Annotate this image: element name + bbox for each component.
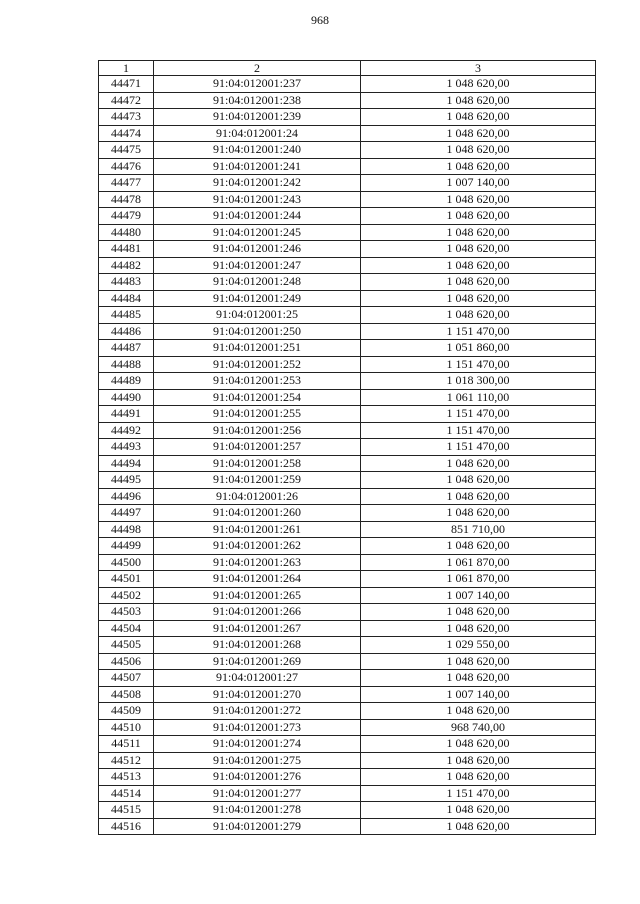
table-row <box>99 389 596 406</box>
value-cell: 1 048 620,00 <box>361 538 596 555</box>
cadastral-number-cell: 91:04:012001:24 <box>154 125 361 142</box>
row-number-cell: 44504 <box>99 620 154 637</box>
table-row <box>99 109 596 126</box>
table-row <box>99 158 596 175</box>
table-row <box>99 406 596 423</box>
value-cell: 1 048 620,00 <box>361 208 596 225</box>
table-row <box>99 274 596 291</box>
value-cell: 1 048 620,00 <box>361 455 596 472</box>
table-row <box>99 554 596 571</box>
table-row <box>99 307 596 324</box>
table-row <box>99 769 596 786</box>
cadastral-number-cell: 91:04:012001:253 <box>154 373 361 390</box>
value-cell: 1 151 470,00 <box>361 406 596 423</box>
cadastral-number-cell: 91:04:012001:279 <box>154 818 361 835</box>
value-cell: 1 151 470,00 <box>361 323 596 340</box>
table-row <box>99 752 596 769</box>
table-row <box>99 571 596 588</box>
row-number-cell: 44479 <box>99 208 154 225</box>
value-cell: 1 048 620,00 <box>361 769 596 786</box>
cadastral-number-cell: 91:04:012001:257 <box>154 439 361 456</box>
cadastral-number-cell: 91:04:012001:242 <box>154 175 361 192</box>
table-row <box>99 175 596 192</box>
value-cell: 1 048 620,00 <box>361 653 596 670</box>
cadastral-number-cell: 91:04:012001:276 <box>154 769 361 786</box>
table-row <box>99 422 596 439</box>
table-row <box>99 505 596 522</box>
table-row <box>99 785 596 802</box>
cadastral-number-cell: 91:04:012001:247 <box>154 257 361 274</box>
value-cell: 1 048 620,00 <box>361 736 596 753</box>
row-number-cell: 44501 <box>99 571 154 588</box>
cadastral-number-cell: 91:04:012001:254 <box>154 389 361 406</box>
row-number-cell: 44494 <box>99 455 154 472</box>
row-number-cell: 44493 <box>99 439 154 456</box>
value-cell: 1 048 620,00 <box>361 158 596 175</box>
cadastral-number-cell: 91:04:012001:237 <box>154 76 361 93</box>
table-row <box>99 76 596 93</box>
row-number-cell: 44505 <box>99 637 154 654</box>
cadastral-number-cell: 91:04:012001:262 <box>154 538 361 555</box>
value-cell: 1 151 470,00 <box>361 785 596 802</box>
value-cell: 851 710,00 <box>361 521 596 538</box>
table-row <box>99 736 596 753</box>
row-number-cell: 44472 <box>99 92 154 109</box>
cadastral-number-cell: 91:04:012001:258 <box>154 455 361 472</box>
row-number-cell: 44509 <box>99 703 154 720</box>
table-row <box>99 373 596 390</box>
row-number-cell: 44516 <box>99 818 154 835</box>
row-number-cell: 44515 <box>99 802 154 819</box>
cadastral-number-cell: 91:04:012001:248 <box>154 274 361 291</box>
table-row <box>99 818 596 835</box>
table-row <box>99 455 596 472</box>
table-row <box>99 125 596 142</box>
value-cell: 1 048 620,00 <box>361 290 596 307</box>
value-cell: 1 048 620,00 <box>361 818 596 835</box>
value-cell: 1 007 140,00 <box>361 587 596 604</box>
header-row <box>99 61 596 76</box>
table-row <box>99 224 596 241</box>
value-cell: 1 029 550,00 <box>361 637 596 654</box>
value-cell: 1 048 620,00 <box>361 752 596 769</box>
value-cell: 1 018 300,00 <box>361 373 596 390</box>
value-cell: 1 061 870,00 <box>361 554 596 571</box>
cadastral-number-cell: 91:04:012001:266 <box>154 604 361 621</box>
table-row <box>99 323 596 340</box>
value-cell: 1 048 620,00 <box>361 109 596 126</box>
row-number-cell: 44512 <box>99 752 154 769</box>
table-row <box>99 521 596 538</box>
cadastral-number-cell: 91:04:012001:246 <box>154 241 361 258</box>
row-number-cell: 44491 <box>99 406 154 423</box>
value-cell: 1 048 620,00 <box>361 191 596 208</box>
row-number-cell: 44471 <box>99 76 154 93</box>
cadastral-number-cell: 91:04:012001:259 <box>154 472 361 489</box>
table-row <box>99 472 596 489</box>
value-cell: 1 048 620,00 <box>361 257 596 274</box>
table-row <box>99 208 596 225</box>
row-number-cell: 44484 <box>99 290 154 307</box>
value-cell: 1 151 470,00 <box>361 422 596 439</box>
row-number-cell: 44507 <box>99 670 154 687</box>
table-row <box>99 719 596 736</box>
cadastral-number-cell: 91:04:012001:263 <box>154 554 361 571</box>
table-row <box>99 587 596 604</box>
row-number-cell: 44485 <box>99 307 154 324</box>
table-row <box>99 620 596 637</box>
cadastral-number-cell: 91:04:012001:272 <box>154 703 361 720</box>
cadastral-number-cell: 91:04:012001:26 <box>154 488 361 505</box>
cadastral-number-cell: 91:04:012001:256 <box>154 422 361 439</box>
row-number-cell: 44488 <box>99 356 154 373</box>
value-cell: 1 061 110,00 <box>361 389 596 406</box>
value-cell: 1 048 620,00 <box>361 488 596 505</box>
value-cell: 1 048 620,00 <box>361 620 596 637</box>
cadastral-number-cell: 91:04:012001:261 <box>154 521 361 538</box>
cadastral-number-cell: 91:04:012001:251 <box>154 340 361 357</box>
row-number-cell: 44499 <box>99 538 154 555</box>
value-cell: 1 051 860,00 <box>361 340 596 357</box>
cadastral-value-table <box>98 60 596 835</box>
row-number-cell: 44477 <box>99 175 154 192</box>
row-number-cell: 44497 <box>99 505 154 522</box>
cadastral-number-cell: 91:04:012001:267 <box>154 620 361 637</box>
row-number-cell: 44478 <box>99 191 154 208</box>
cadastral-number-cell: 91:04:012001:275 <box>154 752 361 769</box>
cadastral-number-cell: 91:04:012001:249 <box>154 290 361 307</box>
value-cell: 968 740,00 <box>361 719 596 736</box>
cadastral-number-cell: 91:04:012001:255 <box>154 406 361 423</box>
value-cell: 1 048 620,00 <box>361 505 596 522</box>
table-row <box>99 439 596 456</box>
value-cell: 1 151 470,00 <box>361 439 596 456</box>
row-number-cell: 44476 <box>99 158 154 175</box>
cadastral-number-cell: 91:04:012001:252 <box>154 356 361 373</box>
table-row <box>99 637 596 654</box>
row-number-cell: 44473 <box>99 109 154 126</box>
row-number-cell: 44506 <box>99 653 154 670</box>
cadastral-number-cell: 91:04:012001:240 <box>154 142 361 159</box>
row-number-cell: 44510 <box>99 719 154 736</box>
row-number-cell: 44496 <box>99 488 154 505</box>
table-row <box>99 686 596 703</box>
value-cell: 1 061 870,00 <box>361 571 596 588</box>
row-number-cell: 44503 <box>99 604 154 621</box>
row-number-cell: 44511 <box>99 736 154 753</box>
cadastral-number-cell: 91:04:012001:274 <box>154 736 361 753</box>
page-number: 968 <box>311 13 329 27</box>
cadastral-number-cell: 91:04:012001:273 <box>154 719 361 736</box>
table-row <box>99 257 596 274</box>
cadastral-number-cell: 91:04:012001:245 <box>154 224 361 241</box>
value-cell: 1 007 140,00 <box>361 686 596 703</box>
row-number-cell: 44480 <box>99 224 154 241</box>
row-number-cell: 44498 <box>99 521 154 538</box>
cadastral-number-cell: 91:04:012001:277 <box>154 785 361 802</box>
table-row <box>99 538 596 555</box>
value-cell: 1 048 620,00 <box>361 307 596 324</box>
row-number-cell: 44475 <box>99 142 154 159</box>
cadastral-number-cell: 91:04:012001:239 <box>154 109 361 126</box>
cadastral-number-cell: 91:04:012001:278 <box>154 802 361 819</box>
table-row <box>99 340 596 357</box>
value-cell: 1 151 470,00 <box>361 356 596 373</box>
value-cell: 1 048 620,00 <box>361 472 596 489</box>
row-number-cell: 44500 <box>99 554 154 571</box>
row-number-cell: 44483 <box>99 274 154 291</box>
cadastral-number-cell: 91:04:012001:25 <box>154 307 361 324</box>
table-row <box>99 670 596 687</box>
table-row <box>99 604 596 621</box>
value-cell: 1 048 620,00 <box>361 125 596 142</box>
cadastral-number-cell: 91:04:012001:270 <box>154 686 361 703</box>
cadastral-number-cell: 91:04:012001:260 <box>154 505 361 522</box>
cadastral-number-cell: 91:04:012001:250 <box>154 323 361 340</box>
value-cell: 1 048 620,00 <box>361 142 596 159</box>
cadastral-number-cell: 91:04:012001:243 <box>154 191 361 208</box>
table-row <box>99 191 596 208</box>
row-number-cell: 44513 <box>99 769 154 786</box>
value-cell: 1 048 620,00 <box>361 241 596 258</box>
cadastral-number-cell: 91:04:012001:27 <box>154 670 361 687</box>
row-number-cell: 44502 <box>99 587 154 604</box>
row-number-cell: 44481 <box>99 241 154 258</box>
column-header-3: 3 <box>361 61 596 76</box>
column-header-2: 2 <box>154 61 361 76</box>
row-number-cell: 44514 <box>99 785 154 802</box>
value-cell: 1 048 620,00 <box>361 604 596 621</box>
cadastral-number-cell: 91:04:012001:241 <box>154 158 361 175</box>
cadastral-number-cell: 91:04:012001:269 <box>154 653 361 670</box>
table-row <box>99 241 596 258</box>
table-body <box>99 76 596 835</box>
table-row <box>99 802 596 819</box>
value-cell: 1 048 620,00 <box>361 274 596 291</box>
cadastral-number-cell: 91:04:012001:238 <box>154 92 361 109</box>
cadastral-number-cell: 91:04:012001:268 <box>154 637 361 654</box>
cadastral-number-cell: 91:04:012001:265 <box>154 587 361 604</box>
value-cell: 1 048 620,00 <box>361 224 596 241</box>
cadastral-number-cell: 91:04:012001:244 <box>154 208 361 225</box>
table-row <box>99 290 596 307</box>
table-row <box>99 703 596 720</box>
table-row <box>99 142 596 159</box>
table-row <box>99 488 596 505</box>
row-number-cell: 44486 <box>99 323 154 340</box>
row-number-cell: 44474 <box>99 125 154 142</box>
cadastral-number-cell: 91:04:012001:264 <box>154 571 361 588</box>
value-cell: 1 048 620,00 <box>361 92 596 109</box>
row-number-cell: 44490 <box>99 389 154 406</box>
row-number-cell: 44508 <box>99 686 154 703</box>
table-row <box>99 356 596 373</box>
row-number-cell: 44487 <box>99 340 154 357</box>
table-header <box>99 61 596 76</box>
table-row <box>99 92 596 109</box>
column-header-1: 1 <box>99 61 154 76</box>
table-row <box>99 653 596 670</box>
value-cell: 1 048 620,00 <box>361 703 596 720</box>
row-number-cell: 44482 <box>99 257 154 274</box>
value-cell: 1 007 140,00 <box>361 175 596 192</box>
row-number-cell: 44495 <box>99 472 154 489</box>
row-number-cell: 44492 <box>99 422 154 439</box>
value-cell: 1 048 620,00 <box>361 76 596 93</box>
value-cell: 1 048 620,00 <box>361 670 596 687</box>
row-number-cell: 44489 <box>99 373 154 390</box>
value-cell: 1 048 620,00 <box>361 802 596 819</box>
